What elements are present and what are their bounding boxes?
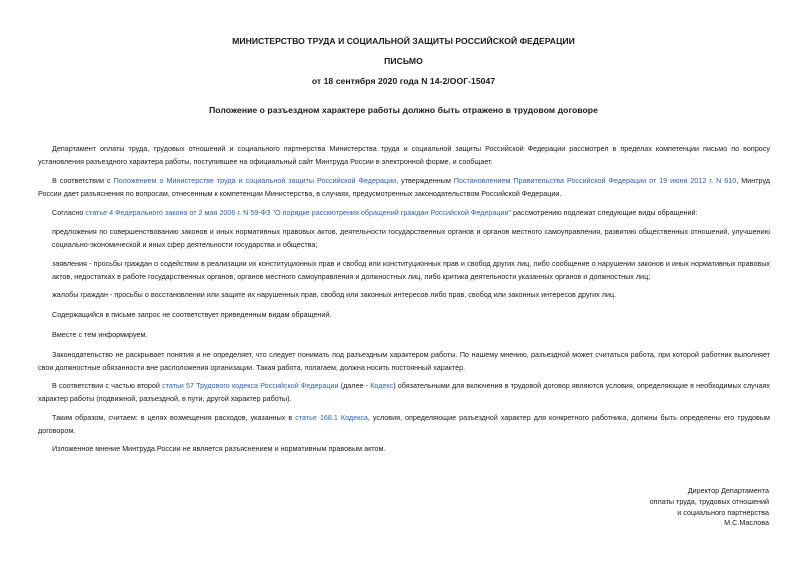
text-segment: В соответствии с частью второй <box>52 381 163 390</box>
list-item-statements: заявления - просьбы граждан о содействии в реализации их конституционных прав и свобод или конституционных прав и свобод других лиц, либо сообщение о нарушении законов и иных нормативных правовых актов, недостатках в работе государственных органов, органов местного самоуправления и должностных лиц, либо критика деятельности указанных органов и должностных лиц; <box>52 259 770 281</box>
paragraph-conclusion <box>38 412 770 437</box>
link-regulation-ministry[interactable]: Положением о Министерстве труда и социальной защиты Российской Федерации <box>113 176 397 185</box>
link-article-57[interactable]: статьи 57 Трудового кодекса Российской Федерации <box>162 381 339 390</box>
paragraph-disclaimer: Изложенное мнение Минтруда России не является разъяснением и нормативным правовым актом. <box>52 444 386 453</box>
signature-department: оплаты труда, трудовых отношений <box>649 496 769 506</box>
link-federal-law-59[interactable]: статье 4 Федерального закона от 2 мая 2006 г. N 59-ФЗ "О порядке рассмотрения обращений граждан Российской Федерации" <box>85 208 512 217</box>
paragraph-competence <box>38 175 770 200</box>
link-government-resolution-610[interactable]: Постановлением Правительства Российской Федерации от 19 июня 2012 г. N 610 <box>453 176 737 185</box>
document-subject: Положение о разъездном характере работы должно быть отражено в трудовом договоре <box>209 105 598 115</box>
list-item-proposals: предложения по совершенствованию законов и иных нормативных правовых актов, деятельности государственных органов и органов местного самоуправления, развитию общественных отношений, улучшению социально-экономической и иных сфер деятельности государства и общества; <box>52 227 770 249</box>
link-article-168-1[interactable]: статье 168.1 Кодекса <box>295 413 368 422</box>
signature-name: М.С.Маслова <box>724 518 769 528</box>
link-code[interactable]: Кодекс <box>370 381 394 390</box>
document-date-number: от 18 сентября 2020 года N 14-2/ООГ-15047 <box>311 76 496 86</box>
list-item-complaints: жалобы граждан - просьбы о восстановлении или защите их нарушенных прав, свобод или законных интересов либо прав, свобод или законных интересов других лиц. <box>52 290 617 299</box>
paragraph-request-mismatch: Содержащийся в письме запрос не соответствует приведенным видам обращений. <box>52 310 332 319</box>
text-segment: , утвержденным <box>396 176 454 185</box>
text-segment: рассмотрению подлежат следующие виды обращений: <box>511 208 698 217</box>
ministry-title: МИНИСТЕРСТВО ТРУДА И СОЦИАЛЬНОЙ ЗАЩИТЫ РОССИЙСКОЙ ФЕДЕРАЦИИ <box>232 36 575 46</box>
text-segment: , Минтруд России дает разъяснения по вопросам, отнесенным к компетенции Министерства, в случаях, предусмотренных законодательством Российской Федерации. <box>38 176 771 198</box>
paragraph-definition: Законодательство не раскрывает понятия и не определяет, что следует понимать под разъездным характером работы. По нашему мнению, разъездной может считаться работа, при которой работник выполняет свои должностные обязанности вне расположения организации. Такая работа, полагаем, должна носить постоянный характер. <box>38 350 770 372</box>
text-segment: Согласно <box>52 208 86 217</box>
signature-block <box>650 486 769 529</box>
signature-department-cont: и социального партнерства <box>677 507 769 517</box>
text-segment: , условия, определяющие разъездной характер для конкретного работника, должны быть определены его трудовым договором. <box>38 413 770 435</box>
text-segment: (далее - <box>338 381 371 390</box>
paragraph-intro: Департамент оплаты труда, трудовых отношений и социального партнерства Министерства труда и социальной защиты Российской Федерации рассмотрел в пределах компетенции письмо по вопросу установления разъездного характера работы, поступившее на официальный сайт Минтруда России в электронной форме, и сообщает. <box>38 144 770 166</box>
paragraph-law-reference <box>38 207 770 220</box>
signature-position: Директор Департамента <box>687 486 769 495</box>
paragraph-labor-code <box>38 380 770 405</box>
text-segment: ) обязательными для включения в трудовой договор являются условия, определяющие в необходимых случаях характер работы (подвижной, разъездной, в пути, другой характер работы). <box>38 381 770 403</box>
paragraph-inform: Вместе с тем информируем. <box>52 330 148 339</box>
text-segment: Таким образом, считаем: в целях возмещения расходов, указанных в <box>52 413 296 422</box>
text-segment: В соответствии с <box>52 176 114 185</box>
document-type: ПИСЬМО <box>384 56 423 66</box>
